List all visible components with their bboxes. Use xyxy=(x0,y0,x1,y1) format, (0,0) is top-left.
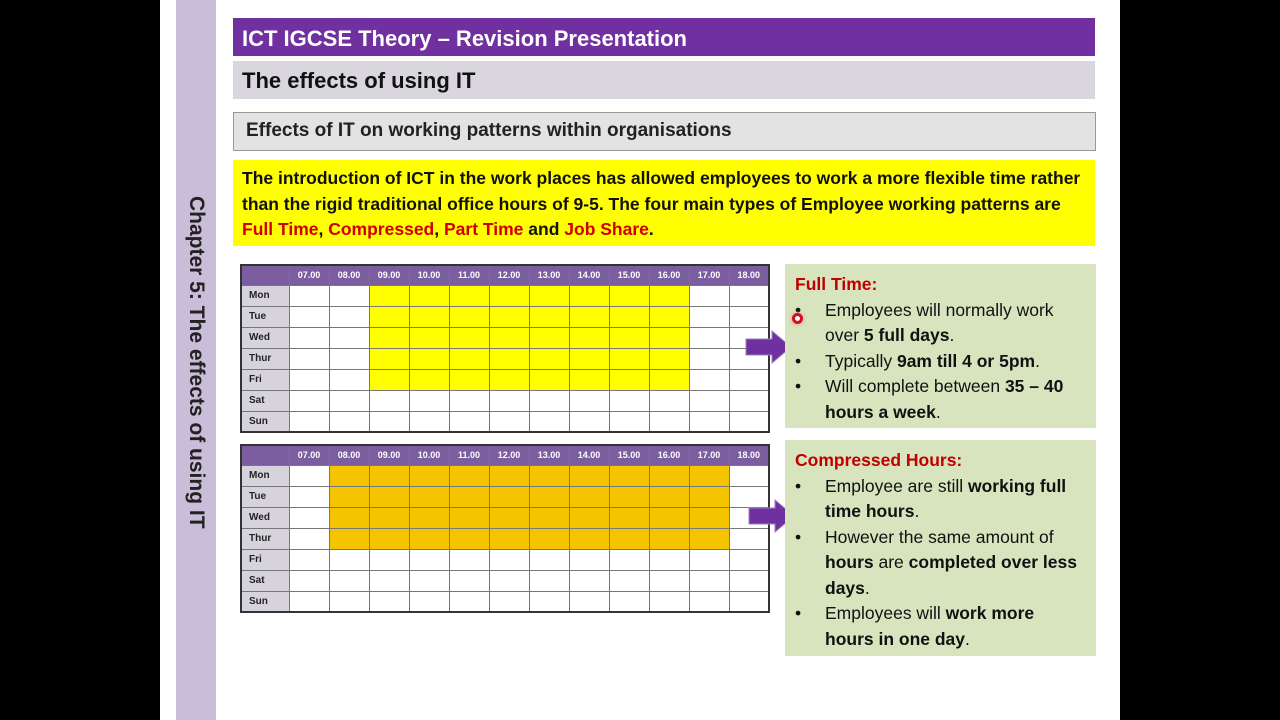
work-slot xyxy=(369,327,409,348)
work-slot xyxy=(649,507,689,528)
compressed-heading: Compressed Hours: xyxy=(795,450,963,470)
free-slot xyxy=(289,507,329,528)
day-label: Thur xyxy=(241,528,289,549)
free-slot xyxy=(649,570,689,591)
work-slot xyxy=(529,285,569,306)
work-slot xyxy=(649,348,689,369)
table-row xyxy=(241,390,769,411)
work-slot xyxy=(409,486,449,507)
text: . xyxy=(935,401,941,422)
free-slot xyxy=(649,411,689,432)
free-slot xyxy=(689,369,729,390)
header-row xyxy=(241,265,769,285)
text: However the same amount of xyxy=(825,526,1054,547)
day-label: Wed xyxy=(241,327,289,348)
day-label: Fri xyxy=(241,369,289,390)
chapter-label: Chapter 5: The effects of using IT xyxy=(185,196,208,529)
free-slot xyxy=(609,390,649,411)
sep: and xyxy=(523,219,565,239)
work-slot xyxy=(569,348,609,369)
table-row xyxy=(241,549,769,570)
hour-header: 10.00 xyxy=(409,265,449,285)
text-bold: completed over less days xyxy=(825,552,1077,598)
work-slot xyxy=(609,306,649,327)
work-slot xyxy=(569,528,609,549)
corner-cell xyxy=(241,265,289,285)
work-slot xyxy=(529,369,569,390)
compressed-schedule-table xyxy=(240,444,770,613)
day-label: Wed xyxy=(241,507,289,528)
text: Employees will normally work over xyxy=(825,299,1054,345)
free-slot xyxy=(369,390,409,411)
work-slot xyxy=(369,348,409,369)
free-slot xyxy=(329,327,369,348)
work-slot xyxy=(409,528,449,549)
free-slot xyxy=(489,411,529,432)
work-slot xyxy=(449,369,489,390)
work-slot xyxy=(409,327,449,348)
free-slot xyxy=(689,591,729,612)
free-slot xyxy=(529,591,569,612)
work-slot xyxy=(449,327,489,348)
free-slot xyxy=(689,549,729,570)
work-slot xyxy=(649,369,689,390)
free-slot xyxy=(329,591,369,612)
work-slot xyxy=(649,306,689,327)
hour-header: 16.00 xyxy=(649,445,689,465)
free-slot xyxy=(609,549,649,570)
corner-cell xyxy=(241,445,289,465)
day-label: Sat xyxy=(241,390,289,411)
work-slot xyxy=(449,507,489,528)
slide xyxy=(160,0,1120,720)
work-slot xyxy=(489,528,529,549)
free-slot xyxy=(489,390,529,411)
work-slot xyxy=(609,369,649,390)
free-slot xyxy=(449,549,489,570)
free-slot xyxy=(289,549,329,570)
text: . xyxy=(1035,350,1040,371)
free-slot xyxy=(329,369,369,390)
free-slot xyxy=(689,390,729,411)
day-label: Mon xyxy=(241,285,289,306)
table-row xyxy=(241,285,769,306)
work-slot xyxy=(369,507,409,528)
free-slot xyxy=(409,411,449,432)
work-slot xyxy=(529,348,569,369)
hour-header: 07.00 xyxy=(289,445,329,465)
free-slot xyxy=(329,549,369,570)
work-slot xyxy=(369,369,409,390)
work-slot xyxy=(449,528,489,549)
work-slot xyxy=(529,327,569,348)
free-slot xyxy=(289,369,329,390)
free-slot xyxy=(529,570,569,591)
hour-header: 18.00 xyxy=(729,265,769,285)
work-slot xyxy=(609,486,649,507)
bullet xyxy=(795,374,1086,425)
work-slot xyxy=(329,486,369,507)
free-slot xyxy=(689,348,729,369)
work-slot xyxy=(369,306,409,327)
hour-header: 09.00 xyxy=(369,265,409,285)
table-row xyxy=(241,348,769,369)
free-slot xyxy=(289,348,329,369)
free-slot xyxy=(529,390,569,411)
free-slot xyxy=(689,285,729,306)
work-slot xyxy=(609,348,649,369)
free-slot xyxy=(329,306,369,327)
work-slot xyxy=(369,486,409,507)
work-slot xyxy=(489,465,529,486)
free-slot xyxy=(529,411,569,432)
table-row xyxy=(241,486,769,507)
day-label: Tue xyxy=(241,306,289,327)
free-slot xyxy=(569,570,609,591)
work-slot xyxy=(569,306,609,327)
hour-header: 10.00 xyxy=(409,445,449,465)
hour-header: 15.00 xyxy=(609,265,649,285)
hour-header: 11.00 xyxy=(449,265,489,285)
work-slot xyxy=(369,285,409,306)
work-slot xyxy=(409,306,449,327)
day-label: Sat xyxy=(241,570,289,591)
hour-header: 08.00 xyxy=(329,265,369,285)
work-slot xyxy=(529,507,569,528)
full-time-box xyxy=(785,264,1096,428)
table-row xyxy=(241,411,769,432)
work-slot xyxy=(609,528,649,549)
free-slot xyxy=(289,486,329,507)
sep: . xyxy=(648,219,654,239)
free-slot xyxy=(689,570,729,591)
free-slot xyxy=(729,390,769,411)
work-slot xyxy=(649,285,689,306)
work-slot xyxy=(569,285,609,306)
free-slot xyxy=(329,411,369,432)
work-slot xyxy=(569,327,609,348)
work-slot xyxy=(329,465,369,486)
free-slot xyxy=(729,549,769,570)
work-slot xyxy=(409,369,449,390)
hour-header: 17.00 xyxy=(689,445,729,465)
work-slot xyxy=(449,486,489,507)
bullet xyxy=(795,349,1086,375)
free-slot xyxy=(289,411,329,432)
pattern-full-time: Full Time xyxy=(242,219,319,239)
free-slot xyxy=(329,348,369,369)
work-slot xyxy=(689,507,729,528)
day-label: Thur xyxy=(241,348,289,369)
hour-header: 09.00 xyxy=(369,445,409,465)
hour-header: 12.00 xyxy=(489,445,529,465)
day-label: Mon xyxy=(241,465,289,486)
work-slot xyxy=(489,486,529,507)
free-slot xyxy=(409,591,449,612)
work-slot xyxy=(489,327,529,348)
work-slot xyxy=(609,327,649,348)
free-slot xyxy=(729,369,769,390)
free-slot xyxy=(569,411,609,432)
work-slot xyxy=(489,285,529,306)
hour-header: 16.00 xyxy=(649,265,689,285)
free-slot xyxy=(609,591,649,612)
free-slot xyxy=(289,528,329,549)
day-label: Fri xyxy=(241,549,289,570)
compressed-hours-box xyxy=(785,440,1096,656)
work-slot xyxy=(409,507,449,528)
free-slot xyxy=(649,549,689,570)
work-slot xyxy=(329,507,369,528)
free-slot xyxy=(649,591,689,612)
work-slot xyxy=(369,528,409,549)
hour-header: 07.00 xyxy=(289,265,329,285)
text-bold: 35 – 40 hours a week xyxy=(825,376,1064,422)
bullet xyxy=(795,298,1086,349)
free-slot xyxy=(729,285,769,306)
free-slot xyxy=(569,591,609,612)
text-bold: working full time hours xyxy=(825,475,1067,521)
work-slot xyxy=(529,486,569,507)
sep: , xyxy=(318,219,329,239)
pattern-compressed: Compressed xyxy=(328,219,435,239)
work-slot xyxy=(529,306,569,327)
free-slot xyxy=(369,570,409,591)
free-slot xyxy=(289,591,329,612)
pattern-part-time: Part Time xyxy=(443,219,524,239)
work-slot xyxy=(329,528,369,549)
free-slot xyxy=(649,390,689,411)
free-slot xyxy=(449,570,489,591)
work-slot xyxy=(569,486,609,507)
free-slot xyxy=(449,411,489,432)
pattern-job-share: Job Share xyxy=(564,219,649,239)
free-slot xyxy=(329,570,369,591)
work-slot xyxy=(649,528,689,549)
free-slot xyxy=(449,591,489,612)
work-slot xyxy=(689,465,729,486)
free-slot xyxy=(329,390,369,411)
free-slot xyxy=(409,570,449,591)
free-slot xyxy=(289,390,329,411)
table-row xyxy=(241,570,769,591)
free-slot xyxy=(529,549,569,570)
work-slot xyxy=(609,507,649,528)
header-row xyxy=(241,445,769,465)
work-slot xyxy=(569,465,609,486)
free-slot xyxy=(569,390,609,411)
hour-header: 18.00 xyxy=(729,445,769,465)
work-slot xyxy=(489,507,529,528)
text-bold: work more hours in one day xyxy=(825,603,1035,649)
free-slot xyxy=(329,285,369,306)
free-slot xyxy=(689,327,729,348)
free-slot xyxy=(289,465,329,486)
bullet xyxy=(795,601,1086,652)
hour-header: 13.00 xyxy=(529,445,569,465)
text-bold: hours xyxy=(825,552,874,572)
full-time-heading: Full Time: xyxy=(795,274,878,294)
free-slot xyxy=(729,570,769,591)
text: Typically xyxy=(825,350,897,371)
work-slot xyxy=(609,285,649,306)
work-slot xyxy=(449,348,489,369)
text: . xyxy=(864,577,870,598)
work-slot xyxy=(449,306,489,327)
free-slot xyxy=(289,570,329,591)
text: . xyxy=(949,325,955,345)
day-label: Sun xyxy=(241,411,289,432)
work-slot xyxy=(489,306,529,327)
table-row xyxy=(241,369,769,390)
bullet xyxy=(795,474,1086,525)
table-row xyxy=(241,306,769,327)
hour-header: 08.00 xyxy=(329,445,369,465)
free-slot xyxy=(729,465,769,486)
text-bold: 9am till 4 or 5pm xyxy=(896,350,1036,371)
text: Employee are still xyxy=(825,475,968,496)
work-slot xyxy=(649,327,689,348)
work-slot xyxy=(449,465,489,486)
intro-text xyxy=(233,160,1095,246)
hour-header: 17.00 xyxy=(689,265,729,285)
work-slot xyxy=(489,369,529,390)
work-slot xyxy=(529,465,569,486)
text-bold: 5 full days xyxy=(863,325,950,345)
work-slot xyxy=(489,348,529,369)
hour-header: 13.00 xyxy=(529,265,569,285)
text: are xyxy=(873,552,909,572)
day-label: Tue xyxy=(241,486,289,507)
work-slot xyxy=(409,348,449,369)
free-slot xyxy=(289,306,329,327)
free-slot xyxy=(289,327,329,348)
text: Will complete between xyxy=(825,376,1005,396)
work-slot xyxy=(409,465,449,486)
work-slot xyxy=(649,486,689,507)
chapter-sidebar xyxy=(176,0,216,720)
work-slot xyxy=(689,528,729,549)
text: . xyxy=(914,501,920,521)
work-slot xyxy=(569,369,609,390)
bullet xyxy=(795,525,1086,602)
hour-header: 15.00 xyxy=(609,445,649,465)
work-slot xyxy=(569,507,609,528)
free-slot xyxy=(369,549,409,570)
free-slot xyxy=(729,591,769,612)
sep: , xyxy=(434,219,444,239)
free-slot xyxy=(609,411,649,432)
day-label: Sun xyxy=(241,591,289,612)
hour-header: 14.00 xyxy=(569,445,609,465)
section-title: The effects of using IT xyxy=(233,61,1095,99)
free-slot xyxy=(489,591,529,612)
free-slot xyxy=(569,549,609,570)
work-slot xyxy=(609,465,649,486)
free-slot xyxy=(289,285,329,306)
free-slot xyxy=(409,390,449,411)
free-slot xyxy=(369,591,409,612)
table-row xyxy=(241,327,769,348)
work-slot xyxy=(409,285,449,306)
work-slot xyxy=(369,465,409,486)
free-slot xyxy=(369,411,409,432)
hour-header: 12.00 xyxy=(489,265,529,285)
work-slot xyxy=(529,528,569,549)
hour-header: 11.00 xyxy=(449,445,489,465)
work-slot xyxy=(689,486,729,507)
free-slot xyxy=(489,549,529,570)
free-slot xyxy=(489,570,529,591)
table-row xyxy=(241,528,769,549)
free-slot xyxy=(689,306,729,327)
text: Employees will xyxy=(825,603,946,623)
intro-body: The introduction of ICT in the work places has allowed employees to work a more flexible time rather than the rigid traditional office hours of 9-5. The four main types of Employee working patterns are xyxy=(242,168,1081,214)
free-slot xyxy=(689,411,729,432)
free-slot xyxy=(449,390,489,411)
table-row xyxy=(241,465,769,486)
text: . xyxy=(965,628,970,649)
full-time-schedule-table xyxy=(240,264,770,433)
table-row xyxy=(241,591,769,612)
free-slot xyxy=(409,549,449,570)
free-slot xyxy=(729,411,769,432)
presentation-title: ICT IGCSE Theory – Revision Presentation xyxy=(233,18,1095,56)
table-row xyxy=(241,507,769,528)
work-slot xyxy=(649,465,689,486)
hour-header: 14.00 xyxy=(569,265,609,285)
slide-subtitle: Effects of IT on working patterns within organisations xyxy=(233,112,1096,151)
free-slot xyxy=(729,306,769,327)
free-slot xyxy=(609,570,649,591)
mouse-cursor-indicator xyxy=(792,313,803,324)
work-slot xyxy=(449,285,489,306)
